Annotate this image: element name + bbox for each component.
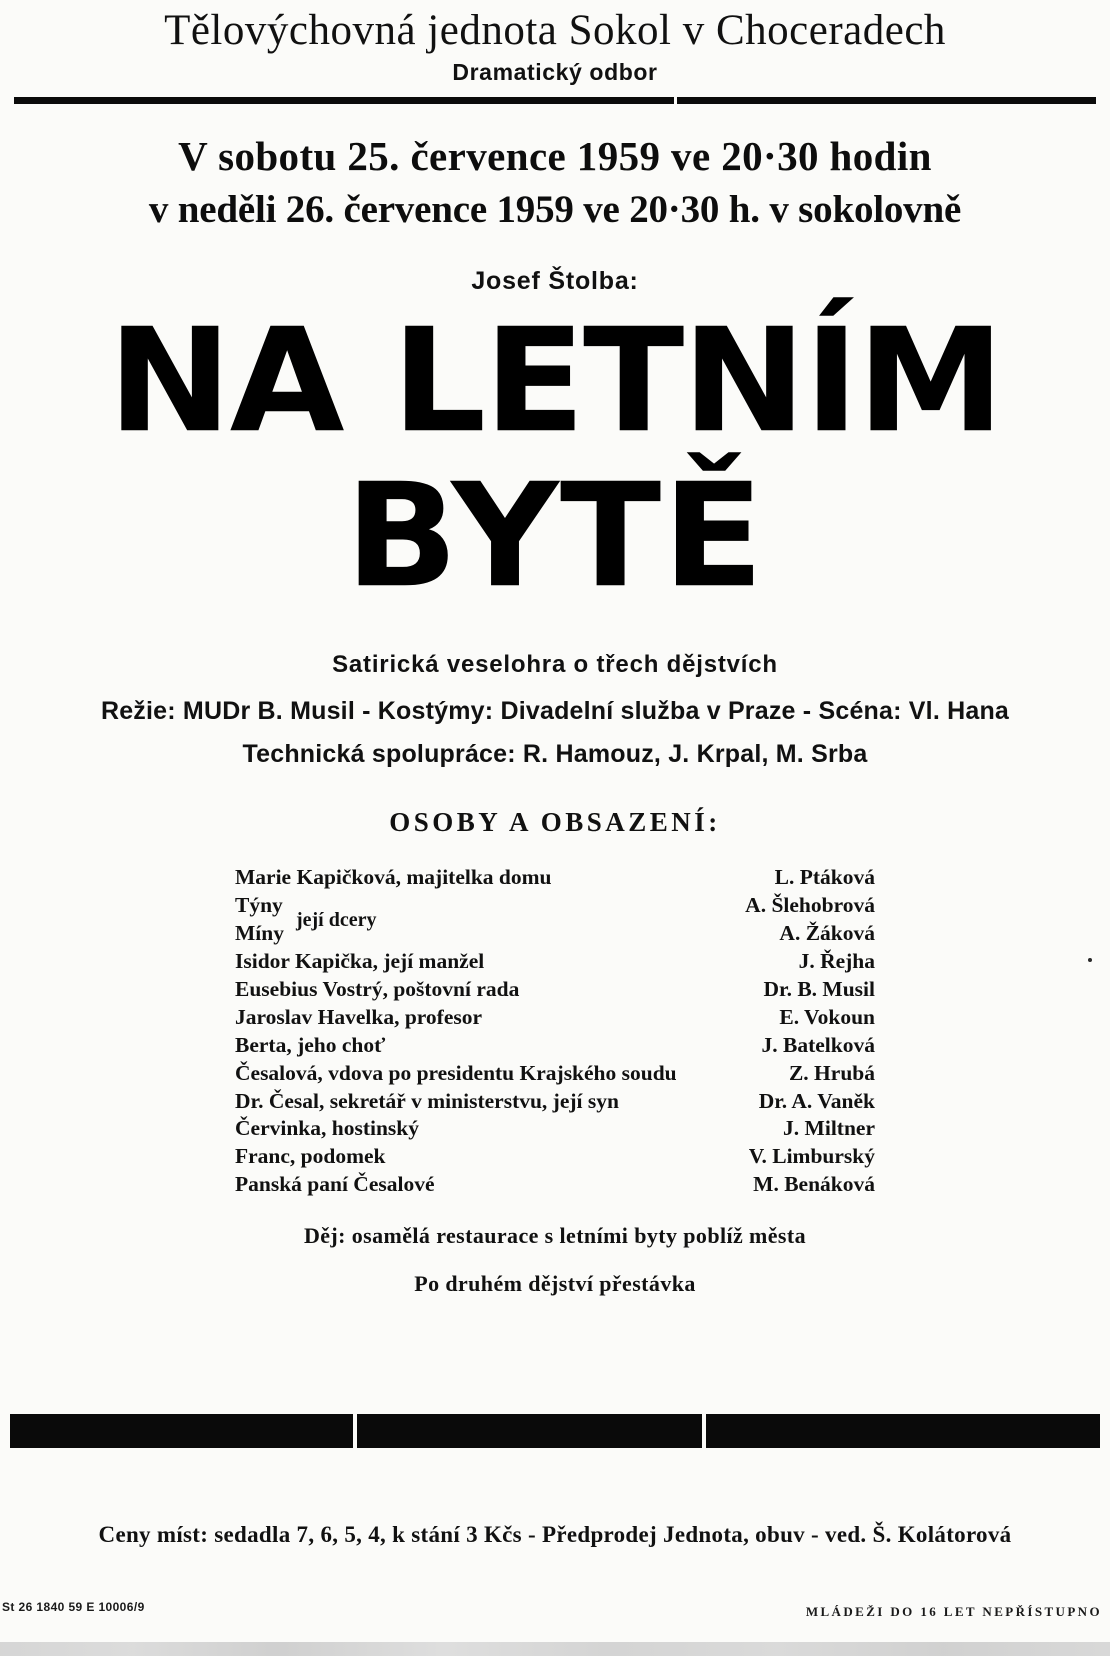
- setting-note: Děj: osamělá restaurace s letními byty poblíž města: [303, 1223, 807, 1249]
- table-row: [235, 1004, 875, 1032]
- table-row: [235, 1171, 875, 1199]
- table-row: [235, 864, 875, 892]
- table-row: [235, 1115, 875, 1143]
- daughters-names: [235, 892, 284, 948]
- cast-section-heading: OSOBY A OBSAZENÍ:: [389, 807, 721, 838]
- cast-role: Dr. Česal, sekretář v ministerstvu, její syn: [235, 1088, 619, 1113]
- cast-actor: L. Ptáková: [774, 865, 875, 890]
- daughter-name-2: Míny: [235, 920, 284, 945]
- cast-role: Panská paní Česalové: [235, 1172, 435, 1197]
- cast-actor: E. Vokoun: [779, 1004, 875, 1029]
- cast-actor: J. Řejha: [798, 948, 875, 973]
- cast-role: Marie Kapičková, majitelka domu: [235, 865, 552, 890]
- table-row: [235, 1088, 875, 1116]
- bar-gap: [702, 1414, 706, 1448]
- cast-actor: J. Miltner: [783, 1116, 875, 1141]
- cast-actor: A. Žáková: [779, 920, 875, 945]
- date-line-sunday: v neděli 26. července 1959 ve 20·30 h. v sokolovně: [148, 187, 962, 231]
- cast-role: Jaroslav Havelka, profesor: [235, 1004, 483, 1029]
- table-row: [235, 948, 875, 976]
- cast-role: Isidor Kapička, její manžel: [235, 948, 485, 973]
- table-row: [235, 976, 875, 1004]
- intermission-note: Po druhém dějství přestávka: [414, 1271, 696, 1297]
- header-divider-rule: [14, 97, 1096, 104]
- cast-actor: M. Benáková: [753, 1172, 875, 1197]
- play-title-line-2: BYTĚ: [345, 453, 765, 621]
- playwright-name: Josef Štolba:: [471, 266, 639, 295]
- cast-role: Berta, jeho choť: [235, 1032, 386, 1057]
- footer-divider-bar: [10, 1414, 1100, 1448]
- credits-direction-line: Režie: MUDr B. Musil - Kostýmy: Divadelní služba v Praze - Scéna: Vl. Hana: [100, 697, 1010, 726]
- cast-actor: A. Šlehobrová: [745, 892, 875, 917]
- cast-actor: V. Limburský: [748, 1144, 875, 1169]
- cast-actor: Z. Hrubá: [788, 1060, 875, 1085]
- cast-role: Eusebius Vostrý, poštovní rada: [235, 976, 520, 1001]
- play-title-line-1: NA LETNÍM: [107, 297, 1003, 465]
- age-restriction-notice: MLÁDEŽI DO 16 LET NEPŘÍSTUPNO: [805, 1604, 1102, 1619]
- scan-edge-artifact: [0, 1642, 1110, 1656]
- table-row: [235, 1060, 875, 1088]
- cast-actor: J. Batelková: [761, 1032, 875, 1057]
- daughter-name-1: Týny: [235, 892, 283, 917]
- credits-technical-line: Technická spolupráce: R. Hamouz, J. Krpal, M. Srba: [242, 740, 868, 769]
- cast-role: Česalová, vdova po presidentu Krajského soudu: [235, 1060, 677, 1085]
- daughters-actors: [687, 892, 875, 948]
- bar-gap: [353, 1414, 357, 1448]
- daughters-note: její dcery: [295, 908, 377, 931]
- cast-role: Červinka, hostinský: [235, 1116, 419, 1141]
- performance-dates: [0, 132, 1110, 232]
- department-subtitle: Dramatický odbor: [452, 59, 658, 86]
- table-row-daughters: [235, 892, 875, 948]
- cast-list: [235, 864, 875, 1199]
- play-title: [0, 297, 1110, 621]
- daughters-roles: [235, 892, 377, 948]
- print-speck: [1088, 958, 1092, 962]
- date-line-saturday: V sobotu 25. července 1959 ve 20·30 hodin: [178, 133, 932, 180]
- cast-actor: Dr. A. Vaněk: [758, 1088, 875, 1113]
- table-row: [235, 1143, 875, 1171]
- organization-title: Tělovýchovná jednota Sokol v Choceradech: [164, 7, 946, 54]
- cast-actor: Dr. B. Musil: [763, 976, 875, 1001]
- print-imprint-code: St 26 1840 59 E 10006/9: [2, 1600, 145, 1614]
- ticket-prices: Ceny míst: sedadla 7, 6, 5, 4, k stání 3 Kčs - Předprodej Jednota, obuv - ved. Š. Kolátorová: [98, 1522, 1012, 1547]
- cast-role: Franc, podomek: [235, 1144, 386, 1169]
- genre-description: Satirická veselohra o třech dějstvích: [332, 651, 778, 679]
- table-row: [235, 1032, 875, 1060]
